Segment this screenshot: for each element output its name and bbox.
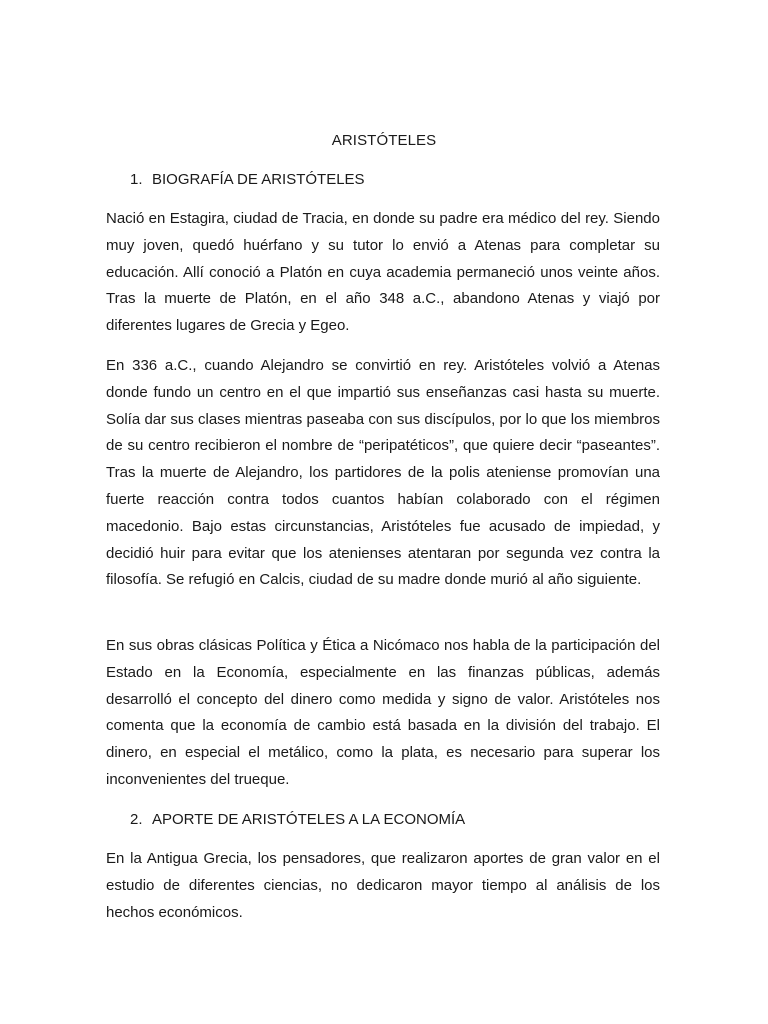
paragraph-biografia-2: En 336 a.C., cuando Alejandro se convirtió en rey. Aristóteles volvió a Atenas donde fundo un centro en el que impartió sus enseñanzas casi hasta su muerte. Solía dar sus clases mientras paseaba con sus discípulos, por lo que los miembros de su centro recibieron el nombre de “peripatéticos”, que quiere decir “paseantes”. Tras la muerte de Alejandro, los partidores de la polis ateniense promovían una fuerte reacción contra todos cuantos habían colaborado con el régimen macedonio. Bajo estas circunstancias, Aristóteles fue acusado de impiedad, y decidió huir para evitar que los atenienses atentaran por segunda vez contra la filosofía. Se refugió en Calcis, ciudad de su madre donde murió al año siguiente. [106, 357, 660, 589]
section-number: 2. [130, 811, 143, 828]
document-title: ARISTÓTELES [331, 132, 437, 149]
section-heading-aporte [130, 810, 465, 830]
section-number: 1. [130, 171, 143, 188]
paragraph-aporte-1: En la Antigua Grecia, los pensadores, que realizaron aportes de gran valor en el estudio de diferentes ciencias, no dedicaron mayor tiempo al análisis de los hechos económicos. [106, 850, 660, 921]
paragraph-biografia-1: Nació en Estagira, ciudad de Tracia, en donde su padre era médico del rey. Siendo muy joven, quedó huérfano y su tutor lo envió a Atenas para completar su educación. Allí conoció a Platón en cuya academia permaneció unos veinte años. Tras la muerte de Platón, en el año 348 a.C., abandono Atenas y viajó por diferentes lugares de Grecia y Egeo. [106, 210, 660, 335]
paragraph-biografia-3: En sus obras clásicas Política y Ética a Nicómaco nos habla de la participación del Estado en la Economía, especialmente en las finanzas públicas, además desarrolló el concepto del dinero como medida y signo de valor. Aristóteles nos comenta que la economía de cambio está basada en la división del trabajo. El dinero, en especial el metálico, como la plata, es necesario para superar los inconvenientes del trueque. [106, 637, 660, 788]
section-heading-text: BIOGRAFÍA DE ARISTÓTELES [152, 171, 365, 188]
section-heading-text: APORTE DE ARISTÓTELES A LA ECONOMÍA [152, 811, 466, 828]
section-heading-biografia [130, 170, 365, 190]
